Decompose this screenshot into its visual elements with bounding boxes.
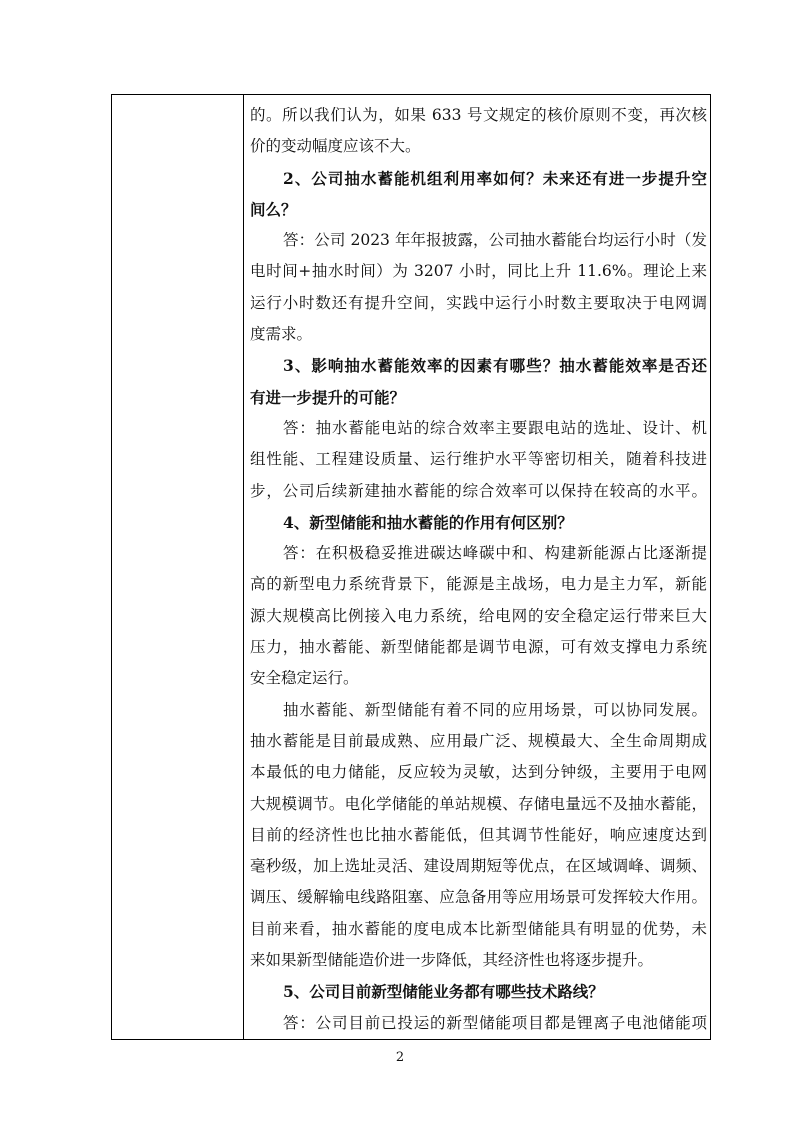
answer-line: 运行小时数还有提升空间，实践中运行小时数主要取决于电网调 — [250, 293, 707, 312]
answer-line: 高的新型电力系统背景下，能源是主战场，电力是主力军，新能 — [250, 575, 707, 594]
answer-line: 答：抽水蓄能电站的综合效率主要跟电站的选址、设计、机 — [283, 418, 707, 437]
answer-line: 答：公司 2023 年年报披露，公司抽水蓄能台均运行小时（发 — [283, 231, 707, 250]
answer-line: 组性能、工程建设质量、运行维护水平等密切相关，随着科技进 — [250, 450, 707, 469]
answer-line: 压力，抽水蓄能、新型储能都是调节电源，可有效支撑电力系统 — [250, 638, 707, 657]
question-heading-line: 4、新型储能和抽水蓄能的作用有何区别？ — [283, 512, 573, 532]
answer-line: 答：在积极稳妥推进碳达峰碳中和、构建新能源占比逐渐提 — [283, 544, 707, 563]
answer-line: 大规模调节。电化学储能的单站规模、存储电量远不及抽水蓄能， — [250, 794, 707, 813]
answer-line: 答：公司目前已投运的新型储能项目都是锂离子电池储能项 — [283, 1013, 707, 1032]
left-column-cell — [112, 95, 244, 1039]
answer-line: 目前来看，抽水蓄能的度电成本比新型储能具有明显的优势，未 — [250, 919, 707, 938]
page-number: 2 — [395, 1050, 405, 1065]
answer-line: 安全稳定运行。 — [250, 669, 359, 688]
question-heading-line: 3、影响抽水蓄能效率的因素有哪些？抽水蓄能效率是否还 — [283, 356, 707, 376]
question-heading-line: 5、公司目前新型储能业务都有哪些技术路线？ — [283, 982, 604, 1002]
content-cell — [244, 95, 711, 1039]
document-table — [111, 94, 711, 1040]
answer-line: 抽水蓄能、新型储能有着不同的应用场景，可以协同发展。 — [283, 700, 707, 719]
answer-line: 抽水蓄能是目前最成熟、应用最广泛、规模最大、全生命周期成 — [250, 731, 707, 750]
answer-line: 本最低的电力储能，反应较为灵敏，达到分钟级，主要用于电网 — [250, 763, 707, 782]
answer-line: 调压、缓解输电线路阻塞、应急备用等应用场景可发挥较大作用。 — [250, 888, 707, 907]
answer-line: 度需求。 — [250, 325, 313, 344]
question-heading-line: 有进一步提升的可能？ — [250, 387, 406, 407]
answer-line: 毫秒级，加上选址灵活、建设周期短等优点，在区域调峰、调频、 — [250, 857, 707, 876]
question-heading-line: 间么？ — [250, 199, 297, 219]
answer-line: 来如果新型储能造价进一步降低，其经济性也将逐步提升。 — [250, 951, 654, 970]
answer-line: 电时间+抽水时间）为 3207 小时，同比上升 11.6%。理论上来 — [250, 262, 707, 281]
question-heading-line: 2、公司抽水蓄能机组利用率如何？未来还有进一步提升空 — [283, 168, 707, 188]
text-line: 的。所以我们认为，如果 633 号文规定的核价原则不变，再次核 — [250, 106, 707, 124]
answer-line: 目前的经济性也比抽水蓄能低，但其调节性能好，响应速度达到 — [250, 825, 707, 844]
answer-line: 源大规模高比例接入电力系统，给电网的安全稳定运行带来巨大 — [250, 606, 707, 625]
text-line: 价的变动幅度应该不大。 — [250, 137, 421, 156]
answer-line: 步，公司后续新建抽水蓄能的综合效率可以保持在较高的水平。 — [250, 481, 707, 500]
